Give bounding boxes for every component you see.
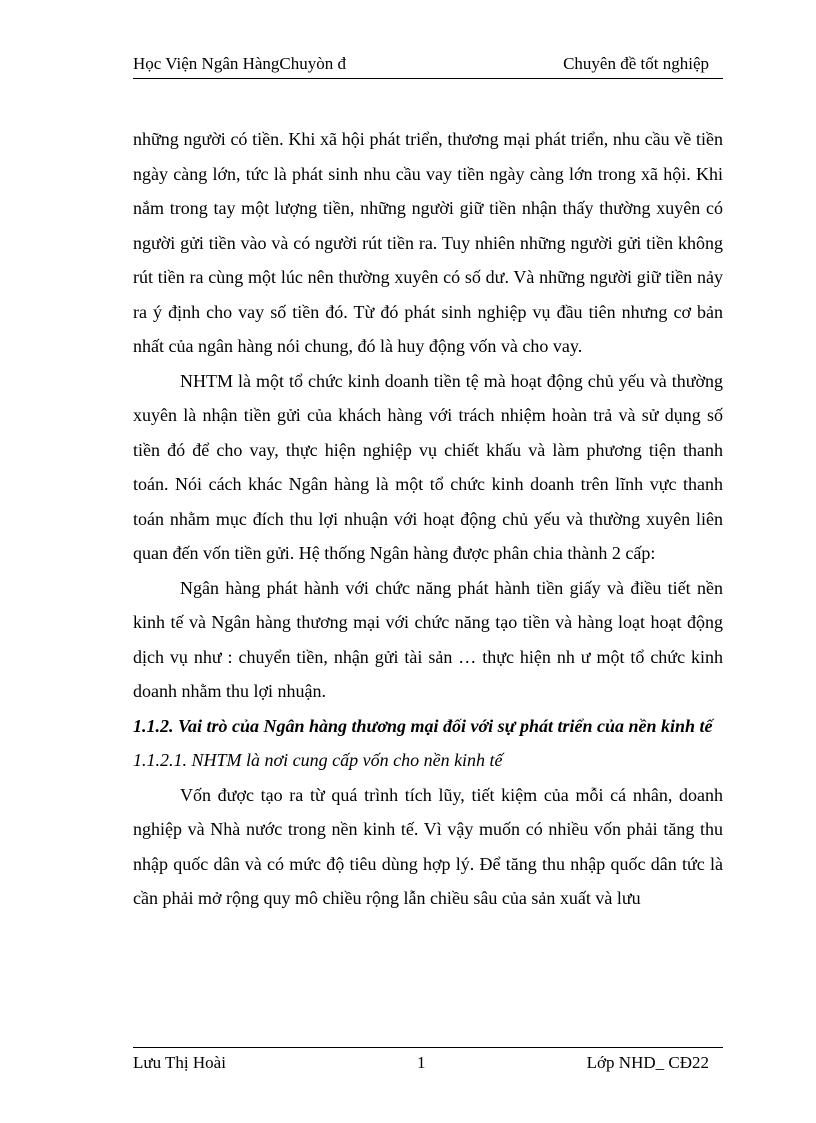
footer-class: Lớp NHD_ CĐ22	[586, 1053, 709, 1072]
paragraph-2: NHTM là một tổ chức kinh doanh tiền tệ mà hoạt động chủ yếu và thường xuyên là nhận tiền gửi của khách hàng với trách nhiệm hoàn trả và sử dụng số tiền đó để cho vay, thực hiện nghiệp vụ chiết khấu và làm phương tiện thanh toán. Nói cách khác Ngân hàng là một tổ chức kinh doanh trên lĩnh vực thanh toán nhằm mục đích thu lợi nhuận với hoạt động chủ yếu và thường xuyên liên quan đến vốn tiền gửi. Hệ thống Ngân hàng được phân chia thành 2 cấp:	[133, 370, 723, 563]
page-number: 1	[417, 1053, 426, 1072]
paragraph-3: Ngân hàng phát hành với chức năng phát hành tiền giấy và điều tiết nền kinh tế và Ngân hàng thương mại với chức năng tạo tiền và hàng loạt hoạt động dịch vụ như : chuyển tiền, nhận gửi tài sản … thực hiện nh ư một tổ chức kinh doanh nhằm thu lợi nhuận.	[133, 577, 723, 701]
paragraph-4: Vốn được tạo ra từ quá trình tích lũy, tiết kiệm của mỗi cá nhân, doanh nghiệp và Nhà nước trong nền kinh tế. Vì vậy muốn có nhiều vốn phải tăng thu nhập quốc dân và có mức độ tiêu dùng hợp lý. Để tăng thu nhập quốc dân tức là cần phải mở rộng quy mô chiều rộng lẫn chiều sâu của sản xuất và lưu	[133, 784, 723, 908]
footer-author: Lưu Thị Hoài	[133, 1053, 226, 1072]
document-body	[133, 122, 723, 916]
subsection-heading-1-1-2-1: 1.1.2.1. NHTM là nơi cung cấp vốn cho nền kinh tế	[133, 750, 503, 770]
paragraph-1: những người có tiền. Khi xã hội phát triển, thương mại phát triển, nhu cầu về tiền ngày càng lớn, tức là phát sinh nhu cầu vay tiền ngày càng lớn trong xã hội. Khi nắm trong tay một lượng tiền, những người giữ tiền nhận thấy thường xuyên có người gửi tiền vào và có người rút tiền ra. Tuy nhiên những người gửi tiền không rút tiền ra cùng một lúc nên thường xuyên có số dư. Và những người giữ tiền nảy ra ý định cho vay số tiền đó. Từ đó phát sinh nghiệp vụ đầu tiên nhưng cơ bản nhất của ngân hàng nói chung, đó là huy động vốn và cho vay.	[133, 129, 723, 356]
header-institution: Học Viện Ngân HàngChuyòn đ	[133, 54, 347, 73]
page-header	[133, 52, 723, 79]
header-document-type: Chuyên đề tốt nghiệp	[563, 54, 709, 73]
section-heading-1-1-2: 1.1.2. Vai trò của Ngân hàng thương mại đối với sự phát triển của nền kinh tế	[133, 715, 713, 736]
page-footer	[133, 1047, 723, 1078]
